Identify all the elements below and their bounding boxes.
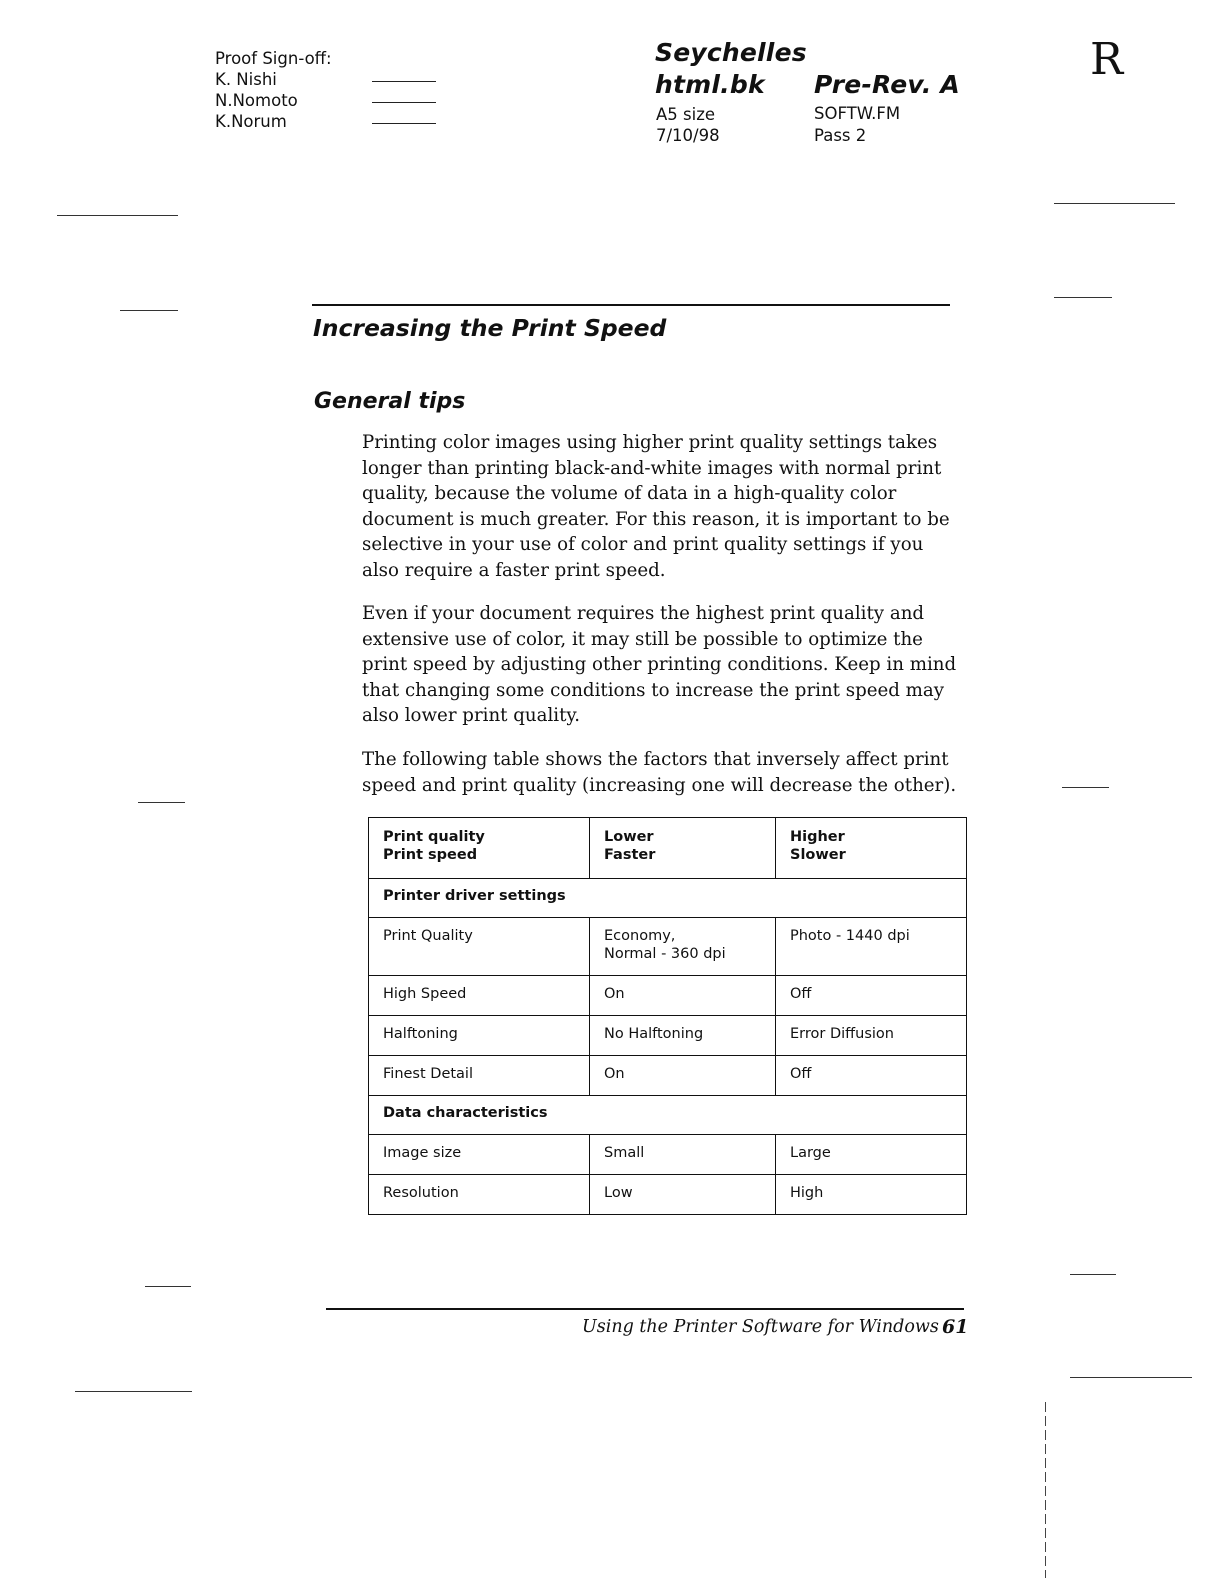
section-heading: General tips [314, 389, 466, 414]
table-cell-high: High [776, 1175, 967, 1215]
crop-mark [1054, 203, 1175, 204]
proof-signoff-name: K. Nishi [215, 70, 277, 89]
crop-mark [57, 215, 178, 216]
signature-line [372, 123, 436, 124]
table-cell-high: Off [776, 1056, 967, 1096]
header-file: SOFTW.FM [814, 104, 901, 123]
crop-mark [1070, 1377, 1192, 1378]
table-header-cell: Print quality Print speed [369, 818, 590, 879]
body-paragraph: The following table shows the factors that inversely affect print speed and print quality (increasing one will decrease the other). [362, 749, 957, 796]
table-header-cell: Higher Slower [776, 818, 967, 879]
table-row [369, 1056, 967, 1096]
proof-signoff-name: K.Norum [215, 112, 287, 131]
table-row [369, 1016, 967, 1056]
factors-table [368, 817, 967, 1215]
table-cell-low: Economy, Normal - 360 dpi [590, 918, 776, 976]
proof-signoff-title: Proof Sign-off: [215, 49, 332, 68]
table-cell-low: Low [590, 1175, 776, 1215]
header-size: A5 size [656, 105, 716, 124]
table-row [369, 1135, 967, 1175]
body-paragraph: Printing color images using higher print quality settings takes longer than printing black-and-white images with normal print quality, because the volume of data in a high-quality color document is much greater. For this reason, it is important to be selective in your use of color and print quality settings if you also require a faster print speed. [362, 432, 950, 581]
header-revision: Pre-Rev. A [814, 70, 960, 99]
header-date: 7/10/98 [656, 126, 720, 145]
proof-signoff-block [215, 48, 332, 132]
table-header-cell: Lower Faster [590, 818, 776, 879]
table-cell-high: Off [776, 976, 967, 1016]
crop-mark [120, 310, 178, 311]
crop-mark [1054, 297, 1112, 298]
body-paragraph: Even if your document requires the highest print quality and extensive use of color, it may still be possible to optimize the print speed by adjusting other printing conditions. Keep in mind that changing some conditions to increase the print speed may also lower print quality. [362, 603, 957, 727]
table-cell-high: Large [776, 1135, 967, 1175]
table-cell-factor: Finest Detail [369, 1056, 590, 1096]
table-cell-low: On [590, 1056, 776, 1096]
header-project: Seychelles [655, 38, 807, 67]
table-section-row [369, 1096, 967, 1135]
table-cell-low: Small [590, 1135, 776, 1175]
table-section-row [369, 879, 967, 918]
table-cell-factor: Image size [369, 1135, 590, 1175]
header-pass: Pass 2 [814, 126, 867, 145]
table-cell-low: On [590, 976, 776, 1016]
table-cell-factor: High Speed [369, 976, 590, 1016]
table-section-label: Printer driver settings [369, 879, 967, 918]
page-number: 61 [942, 1316, 969, 1338]
table-cell-factor: Print Quality [369, 918, 590, 976]
binding-mark [1045, 1402, 1046, 1578]
table-row [369, 976, 967, 1016]
table-cell-low: No Halftoning [590, 1016, 776, 1056]
footer-rule [326, 1308, 964, 1310]
crop-mark [75, 1391, 192, 1392]
table-header-row [369, 818, 967, 879]
proof-signoff-name: N.Nomoto [215, 91, 298, 110]
page-heading: Increasing the Print Speed [313, 314, 667, 342]
table-cell-factor: Resolution [369, 1175, 590, 1215]
table-section-label: Data characteristics [369, 1096, 967, 1135]
revision-mark: R [1090, 34, 1124, 85]
crop-mark [138, 802, 185, 803]
table-cell-factor: Halftoning [369, 1016, 590, 1056]
signature-line [372, 102, 436, 103]
crop-mark [1070, 1274, 1116, 1275]
table-row [369, 918, 967, 976]
table-row [369, 1175, 967, 1215]
crop-mark [1062, 787, 1109, 788]
header-book: html.bk [655, 70, 765, 99]
signature-line [372, 81, 436, 82]
heading-rule [312, 304, 950, 306]
table-cell-high: Error Diffusion [776, 1016, 967, 1056]
crop-mark [145, 1286, 191, 1287]
footer-title: Using the Printer Software for Windows [582, 1317, 939, 1337]
table-cell-high: Photo - 1440 dpi [776, 918, 967, 976]
